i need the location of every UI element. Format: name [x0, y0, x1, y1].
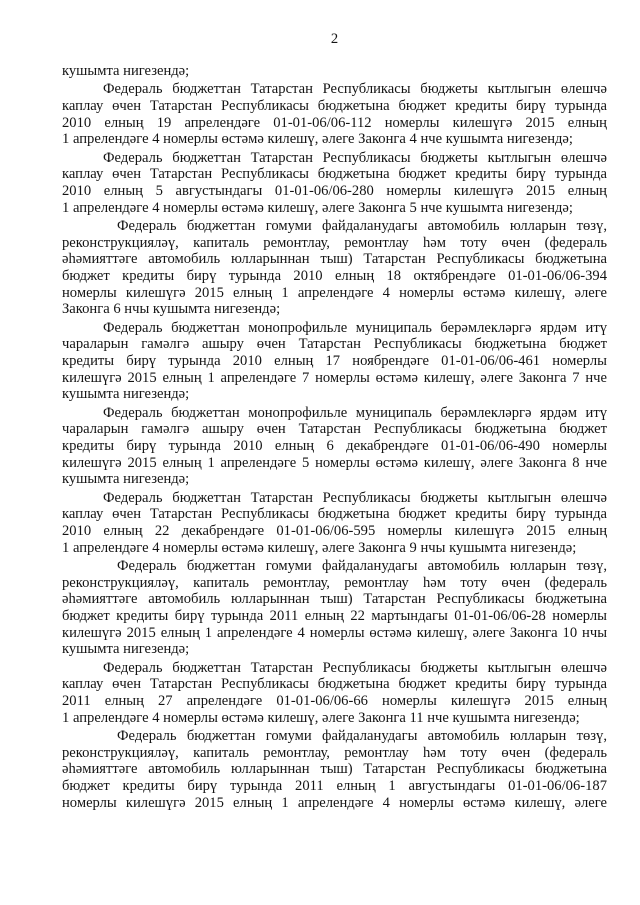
paragraph	[62, 558, 607, 658]
text-line: 1 апрелендәге 4 номерлы өстәмә килешү, әлеге Законга 9 нчы кушымта нигезендә;	[62, 539, 577, 556]
text-line: әһәмияттәге автомобиль юлларыннан тыш) Татарстан Республикасы бюджетына	[62, 591, 607, 608]
text-line: килешүгә 2015 елның 1 апрелендәге 5 номерлы өстәмә килешү, әлеге Законга 8 нче	[62, 454, 607, 471]
text-line: номерлы килешүгә 2015 елның 1 апрелендәге 4 номерлы өстәмә килешү, әлеге	[62, 794, 607, 811]
text-line: Федераль бюджеттан Татарстан Республикасы бюджеты кытлыгын өлешчә	[103, 659, 607, 676]
text-line: 2010 елның 22 декабрендәге 01-01-06/06-595 номерлы килешүгә 2015 елның	[62, 522, 607, 539]
text-line: әһәмияттәге автомобиль юлларыннан тыш) Татарстан Республикасы бюджетына	[62, 761, 607, 778]
text-line: каплау өчен Татарстан Республикасы бюджетына бюджет кредиты бирү турында	[62, 676, 607, 693]
paragraph	[62, 150, 607, 217]
text-line: Федераль бюджеттан гомуми файдаланудагы автомобиль юлларын төзү,	[117, 217, 607, 234]
text-line: 1 апрелендәге 4 номерлы өстәмә килешү, әлеге Законга 4 нче кушымта нигезендә;	[62, 131, 573, 148]
text-line: чараларын гамәлгә ашыру өчен Татарстан Республикасы бюджетына бюджет	[62, 336, 607, 353]
paragraph	[62, 81, 607, 148]
text-line: каплау өчен Татарстан Республикасы бюджетына бюджет кредиты бирү турында	[62, 506, 607, 523]
text-line: кредиты бирү турында 2010 елның 17 ноябрендәге 01-01-06/06-461 номерлы	[62, 352, 607, 369]
paragraph	[62, 218, 607, 318]
text-line: бюджет кредиты бирү турында 2011 елның 22 мартындагы 01-01-06/06-28 номерлы	[62, 608, 607, 624]
text-line: чараларын гамәлгә ашыру өчен Татарстан Республикасы бюджетына бюджет	[62, 421, 607, 438]
document-body	[62, 63, 607, 813]
text-line: кушымта нигезендә;	[62, 386, 190, 403]
text-line: килешүгә 2015 елның 1 апрелендәге 7 номерлы өстәмә килешү, әлеге Законга 7 нче	[62, 369, 607, 386]
text-line: әһәмияттәге автомобиль юлларыннан тыш) Татарстан Республикасы бюджетына	[62, 251, 607, 268]
text-line: реконструкцияләү, капиталь ремонтлау, ремонтлау һәм тоту өчен (федераль	[62, 234, 607, 251]
text-line: Федераль бюджеттан монопрофильле муниципаль берәмлекләргә ярдәм итү	[103, 319, 607, 336]
text-line: Федераль бюджеттан Татарстан Республикасы бюджеты кытлыгын өлешчә	[103, 489, 607, 506]
paragraph	[62, 490, 607, 557]
text-line: кушымта нигезендә;	[62, 641, 190, 658]
text-line: бюджет кредиты бирү турында 2010 елның 18 октябрендәге 01-01-06/06-394	[62, 267, 607, 284]
text-line: реконструкцияләү, капиталь ремонтлау, ремонтлау һәм тоту өчен (федераль	[62, 574, 607, 591]
text-line: кушымта нигезендә;	[62, 63, 190, 79]
paragraph	[62, 728, 607, 812]
text-line: бюджет кредиты бирү турында 2011 елның 1 августындагы 01-01-06/06-187	[62, 778, 607, 795]
text-line: реконструкцияләү, капиталь ремонтлау, ремонтлау һәм тоту өчен (федераль	[62, 744, 607, 761]
text-line: Федераль бюджеттан гомуми файдаланудагы автомобиль юлларын төзү,	[117, 557, 607, 574]
text-line: килешүгә 2015 елның 1 апрелендәге 4 номерлы өстәмә килешү, әлеге Законга 10 нчы	[62, 624, 607, 641]
text-line: 2011 елның 27 апрелендәге 01-01-06/06-66 номерлы килешүгә 2015 елның	[62, 693, 607, 710]
page-number: 2	[330, 31, 339, 47]
text-line: 2010 елның 19 апрелендәге 01-01-06/06-112 номерлы килешүгә 2015 елның	[62, 114, 607, 131]
paragraph	[62, 660, 607, 727]
text-line: Федераль бюджеттан монопрофильле муниципаль берәмлекләргә ярдәм итү	[103, 404, 607, 421]
text-line: кредиты бирү турында 2010 елның 6 декабрендәге 01-01-06/06-490 номерлы	[62, 437, 607, 454]
text-line: каплау өчен Татарстан Республикасы бюджетына бюджет кредиты бирү турында	[62, 97, 607, 114]
text-line: каплау өчен Татарстан Республикасы бюджетына бюджет кредиты бирү турында	[62, 166, 607, 183]
paragraph-continuation	[62, 63, 607, 80]
text-line: номерлы килешүгә 2015 елның 1 апрелендәге 4 номерлы өстәмә килешү, әлеге	[62, 284, 607, 301]
text-line: Федераль бюджеттан гомуми файдаланудагы автомобиль юлларын төзү,	[117, 727, 607, 744]
text-line: кушымта нигезендә;	[62, 471, 190, 488]
text-line: 2010 елның 5 августындагы 01-01-06/06-280 номерлы килешүгә 2015 елның	[62, 182, 607, 199]
paragraph	[62, 320, 607, 404]
text-line: Федераль бюджеттан Татарстан Республикасы бюджеты кытлыгын өлешчә	[103, 149, 607, 166]
text-line: Законга 6 нчы кушымта нигезендә;	[62, 301, 281, 318]
text-line: 1 апрелендәге 4 номерлы өстәмә килешү, әлеге Законга 5 нче кушымта нигезендә;	[62, 199, 573, 216]
text-line: Федераль бюджеттан Татарстан Республикасы бюджеты кытлыгын өлешчә	[103, 81, 607, 98]
paragraph	[62, 405, 607, 489]
text-line: 1 апрелендәге 4 номерлы өстәмә килешү, әлеге Законга 11 нче кушымта нигезендә;	[62, 709, 580, 726]
